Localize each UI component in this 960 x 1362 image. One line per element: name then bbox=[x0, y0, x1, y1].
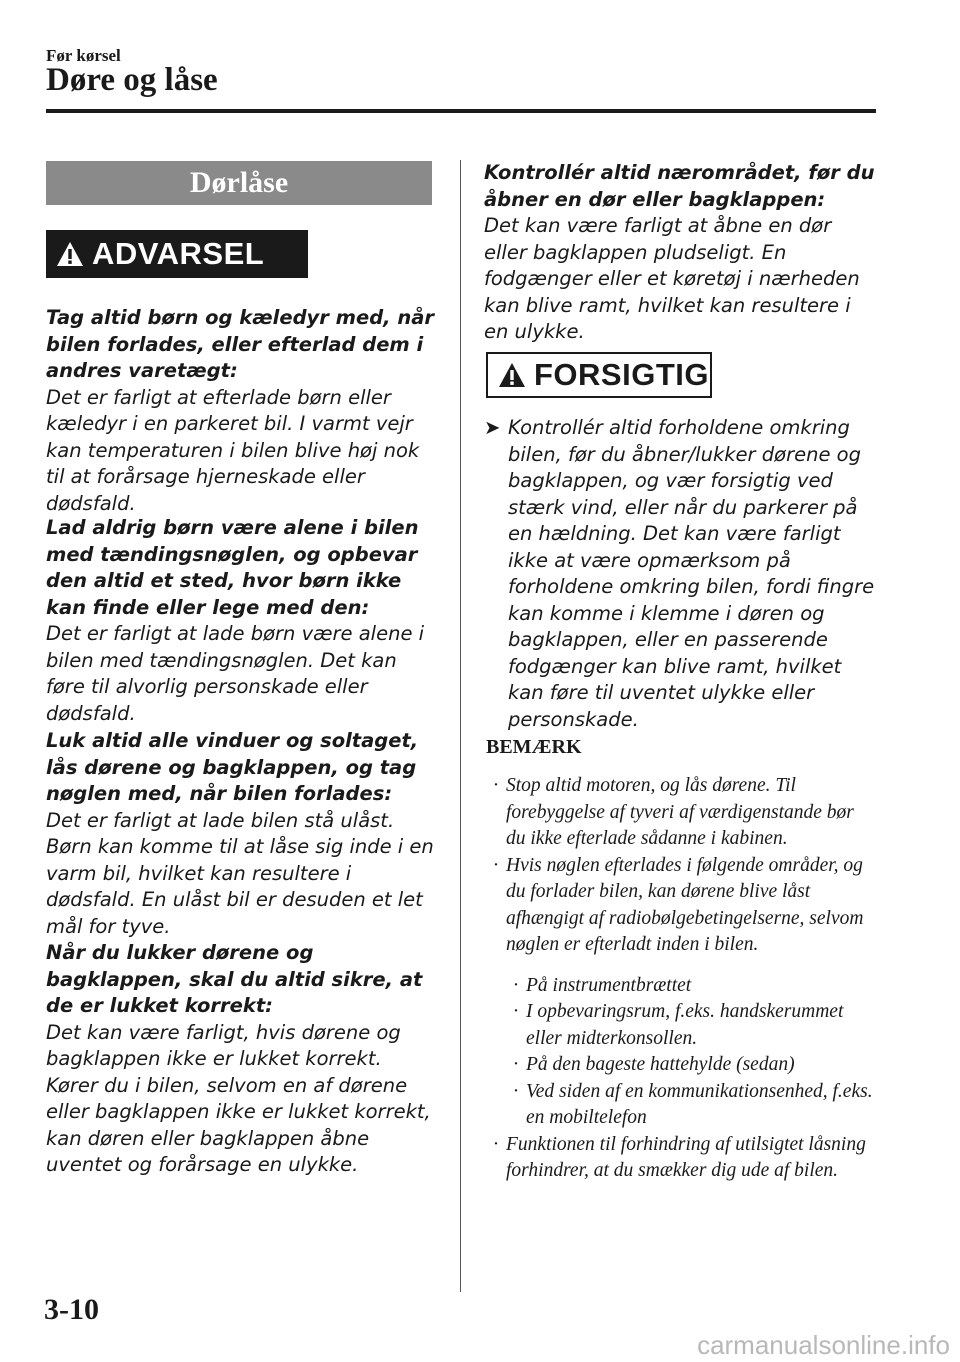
warning-heading: Kontrollér altid nærområdet, før du åbner en dør eller bagklappen: bbox=[484, 161, 875, 211]
bullet-dot-icon: · bbox=[492, 854, 500, 876]
caution-bullet bbox=[484, 415, 879, 733]
note-text: Funktionen til forhindring af utilsigtet låsning forhindrer, at du smækker dig ude af bilen. bbox=[506, 1133, 866, 1181]
note-text: Stop altid motoren, og lås dørene. Til forebyggelse af tyveri af værdigenstande bør du ikke efterlade sådanne i kabinen. bbox=[506, 775, 854, 849]
bullet-dot-icon: · bbox=[512, 1054, 520, 1075]
caution-banner bbox=[486, 352, 712, 398]
warning-body: Det er farligt at lade børn være alene i bilen med tændingsnøglen. Det kan føre til alvorlig personskade eller dødsfald. bbox=[46, 622, 425, 725]
sub-note-item bbox=[486, 973, 878, 1000]
warning-label: ADVARSEL bbox=[92, 236, 265, 271]
warning-paragraph-5 bbox=[484, 160, 876, 346]
page-number: 3-10 bbox=[44, 1293, 99, 1326]
sub-note-text: På instrumentbrættet bbox=[526, 974, 692, 996]
note-title: BEMÆRK bbox=[486, 736, 582, 758]
watermark: carmanualsonline.info bbox=[697, 1330, 950, 1360]
note-item bbox=[486, 853, 878, 959]
page-title: Døre og låse bbox=[46, 62, 218, 98]
sub-note-item bbox=[486, 999, 878, 1052]
caution-bullet-row bbox=[484, 415, 879, 733]
header-section-label: Før kørsel bbox=[46, 46, 121, 65]
caution-text: Kontrollér altid forholdene omkring bilen, før du åbner/lukker dørene og bagklappen, og vær forsigtig ved stærk vind, eller når du parkerer på en hældning. Det kan være farligt ikke at være opmærksom på forholdene omkring bilen, fordi fingre kan komme i klemme i døren og bagklappen, eller en passerende fodgænger kan blive ramt, hvilket kan føre til uventet ulykke eller personskade. bbox=[508, 416, 875, 731]
sub-note-item bbox=[486, 1079, 878, 1132]
warning-body: Det kan være farligt at åbne en dør eller bagklappen pludseligt. En fodgænger eller et køretøj i nærheden kan blive ramt, hvilket kan resultere i en ulykke. bbox=[484, 214, 860, 343]
bullet-dot-icon: · bbox=[512, 1001, 520, 1022]
header-rule bbox=[46, 109, 876, 113]
note-item bbox=[486, 773, 878, 853]
column-divider bbox=[460, 160, 461, 1292]
sub-note-item bbox=[486, 1052, 878, 1079]
notes-list bbox=[486, 773, 878, 1185]
warning-triangle-icon bbox=[498, 362, 526, 388]
warning-heading: Lad aldrig børn være alene i bilen med tændingsnøglen, og opbevar den altid et sted, hvor børn ikke kan finde eller lege med den: bbox=[46, 516, 419, 619]
warning-paragraph-2 bbox=[46, 515, 438, 727]
warning-heading: Tag altid børn og kæledyr med, når bilen forlades, eller efterlad dem i andres varetægt: bbox=[46, 306, 435, 382]
warning-paragraph-1 bbox=[46, 305, 438, 517]
bullet-dot-icon: · bbox=[512, 974, 520, 996]
warning-heading: Når du lukker dørene og bagklappen, skal du altid sikre, at de er lukket korrekt: bbox=[46, 941, 423, 1017]
section-title-bar: Dørlåse bbox=[46, 161, 432, 205]
warning-heading: Luk altid alle vinduer og soltaget, lås dørene og bagklappen, og tag nøglen med, når bilen forlades: bbox=[46, 729, 419, 805]
bullet-dot-icon: · bbox=[512, 1080, 520, 1102]
warning-banner bbox=[46, 230, 308, 278]
bullet-dot-icon: · bbox=[492, 775, 500, 796]
warning-paragraph-4 bbox=[46, 940, 438, 1179]
arrow-bullet-icon: ➤ bbox=[484, 416, 501, 439]
warning-body: Det er farligt at lade bilen stå ulåst. Børn kan komme til at låse sig inde i en varm bil, hvilket kan resultere i dødsfald. En ulåst bil er desuden et let mål for tyve. bbox=[46, 808, 434, 938]
warning-triangle-icon bbox=[56, 241, 84, 267]
bullet-dot-icon: · bbox=[492, 1133, 500, 1155]
sub-note-text: I opbevaringsrum, f.eks. handskerummet eller midterkonsollen. bbox=[526, 1001, 844, 1049]
caution-label: FORSIGTIG bbox=[534, 357, 709, 392]
note-text: Hvis nøglen efterlades i følgende områder, og du forlader bilen, kan dørene blive låst afhængigt af radiobølgebetingelserne, selvom nøglen er efterladt inden i bilen. bbox=[506, 854, 864, 955]
warning-body: Det kan være farligt, hvis dørene og bagklappen ikke er lukket korrekt. Kører du i bilen, selvom en af dørene eller bagklappen ikke er lukket korrekt, kan døren eller bagklappen åbne uventet og forårsage en ulykke. bbox=[46, 1020, 431, 1176]
sub-note-text: Ved siden af en kommunikationsenhed, f.eks. en mobiltelefon bbox=[526, 1080, 873, 1128]
sub-note-text: På den bageste hattehylde (sedan) bbox=[526, 1054, 795, 1075]
note-item bbox=[486, 1132, 878, 1185]
warning-paragraph-3 bbox=[46, 728, 438, 940]
warning-body: Det er farligt at efterlade børn eller kæledyr i en parkeret bil. I varmt vejr kan temperaturen i bilen blive høj nok til at forårsage hjerneskade eller dødsfald. bbox=[46, 385, 420, 515]
